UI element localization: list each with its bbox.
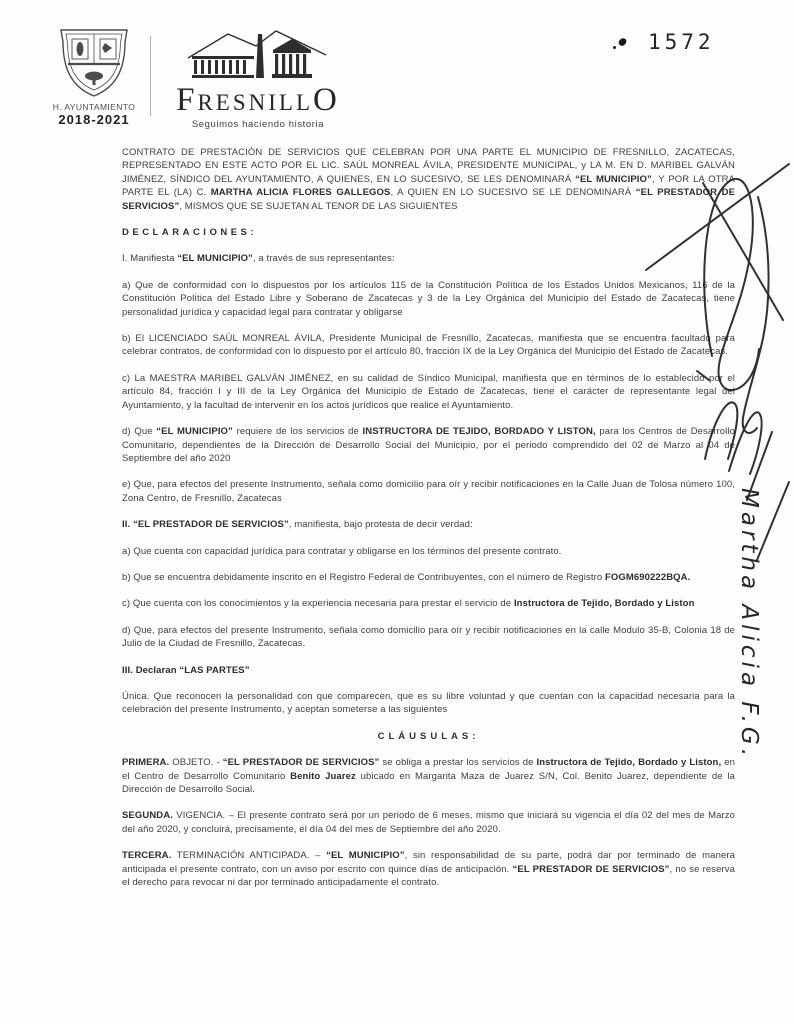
section-ii-item-d: d) Que, para efectos del presente Instrumento, señala como domicilio para oír y recibir notificaciones en la calle Modulo 35-B, Colonia 18 de Julio de la Ciudad de Fresnillo, Zacatecas. — [122, 624, 735, 650]
section-i-item-a: a) Que de conformidad con lo dispuestos por los artículos 115 de la Constitución Política de los Estados Unidos Mexicanos, 116 de la Constitución Política del Estado Libre y Soberano de Zacatecas y 3 de la Ley Orgánica del Municipio del Estado de Zacatecas, tiene personalidad jurídica y capacidad legal para contratar y obligarse — [122, 279, 735, 318]
clause-tercera: TERCERA. TERMINACIÓN ANTICIPADA. – “EL MUNICIPIO”, sin responsabilidad de su parte, podrá dar por terminado de manera anticipada el presente contrato, con un aviso por escrito con quince días de anticipación. “EL PRESTADOR DE SERVICIOS”, no se reserva el derecho para revocar ni dar por terminado anticipadamente el contrato. — [122, 850, 735, 889]
contract-body — [122, 146, 735, 902]
logo-tagline: Seguimos haciendo historia — [191, 119, 325, 130]
section-iii-item-unica: Única. Que reconocen la personalidad con que comparecen, que es su libre voluntad y que cuentan con la capacidad necesaria para la celebración del presente Instrumento, y aceptan someterse a las siguientes — [122, 690, 735, 716]
clauses-heading: CLÁUSULAS: — [377, 730, 480, 742]
section-ii-item-a: a) Que cuenta con capacidad jurídica para contratar y obligarse en los términos del presente contrato. — [122, 545, 562, 557]
header-divider — [150, 36, 151, 116]
section-ii-item-b: b) Que se encuentra debidamente inscrito en el Registro Federal de Contribuyentes, con el número de Registro FOGM690222BQA. — [122, 571, 691, 583]
ink-dot — [613, 46, 616, 49]
section-ii-item-c: c) Que cuenta con los conocimientos y la experiencia necesaria para prestar el servicio de Instructora de Tejido, Bordado y Liston — [122, 598, 695, 610]
logo-wordmark-final: O — [313, 82, 340, 118]
section-i-item-b: b) El LICENCIADO SAÚL MONREAL ÁVILA, Presidente Municipal de Fresnillo, Zacatecas, manifiesta que se encuentra facultado para celebrar contratos, de conformidad con lo dispuesto por el artículo 80, fracción IX de la Ley Orgánica del Municipio del Estado de Zacatecas. — [122, 333, 735, 358]
coat-of-arms-institution: H. AYUNTAMIENTO — [52, 102, 136, 112]
section-ii-lead: II. “EL PRESTADOR DE SERVICIOS”, manifiesta, bajo protesta de decir verdad: — [122, 519, 473, 531]
clause-primera: PRIMERA. OBJETO. - “EL PRESTADOR DE SERVICIOS” se obliga a prestar los servicios de Instructora de Tejido, Bordado y Liston, en el Centro de Desarrollo Comunitario Benito Juarez ubicado en Margarita Maza de Juarez S/N, Col. Benito Juarez, dependiente de la Dirección de Desarrollo Social. — [122, 757, 736, 795]
logo-wordmark — [168, 82, 348, 121]
intro-paragraph: CONTRATO DE PRESTACIÓN DE SERVICIOS QUE CELEBRAN POR UNA PARTE EL MUNICIPIO DE FRESNILLO, ZACATECAS, REPRESENTADO EN ESTE ACTO POR EL LIC. SAÚL MONREAL ÁVILA, PRESIDENTE MUNICIPAL, y LA M. EN D. MARIBEL GALVÁN JIMÉNEZ, SÍNDICO DEL AYUNTAMIENTO, A QUIENES, EN LO SUCESIVO, SE LES DENOMINARÁ “EL MUNICIPIO”, Y POR LA OTRA PARTE EL (LA) C. MARTHA ALICIA FLORES GALLEGOS, A QUIEN EN LO SUCESIVO SE LE DENOMINARÁ “EL PRESTADOR DE SERVICIOS”, MISMOS QUE SE SUJETAN AL TENOR DE LAS SIGUIENTES — [122, 147, 736, 212]
coat-of-arms-icon — [44, 26, 144, 100]
section-i-item-c: c) La MAESTRA MARIBEL GALVÁN JIMÉNEZ, en su calidad de Síndico Municipal, manifiesta que en términos de lo establecido por el artículo 84, fracción I y III de la Ley Orgánica del Municipio de Estado de Zacatecas, tiene el carácter de representante legal del Ayuntamiento, y la facultad de intervenir en los actos jurídicos que realice el Ayuntamiento. — [122, 372, 735, 411]
logo-wordmark-middle: RESNILL — [197, 90, 314, 115]
margin-handwritten-name: Martha Alicia F.G. — [736, 488, 762, 761]
section-i-lead: I. Manifiesta “EL MUNICIPIO”, a través de sus representantes: — [122, 253, 395, 265]
section-iii-lead: III. Declaran “LAS PARTES” — [122, 664, 250, 676]
coat-of-arms — [44, 26, 144, 127]
declarations-heading: DECLARACIONES: — [122, 227, 258, 239]
section-i-item-e: e) Que, para efectos del presente Instrumento, señala como domicilio para oír y recibir notificaciones en la Calle Juan de Tolosa número 100, Zona Centro, de Fresnillo, Zacatecas — [122, 479, 735, 504]
folio-number: 1572 — [648, 30, 715, 54]
coat-of-arms-period: 2018-2021 — [58, 112, 130, 127]
logo-wordmark-initial: F — [176, 82, 198, 118]
ink-blot — [618, 37, 628, 47]
fresnillo-logo — [168, 28, 348, 130]
clause-segunda: SEGUNDA. VIGENCIA. – El presente contrato será por un periodo de 6 meses, mismo que iniciará su vigencia el día 02 del mes de Marzo del año 2020, y concluirá, precisamente, el día 04 del mes de Septiembre del año 2020. — [122, 810, 735, 835]
section-i-item-d: d) Que “EL MUNICIPIO” requiere de los servicios de INSTRUCTORA DE TEJIDO, BORDADO Y LISTON, para los Centros de Desarrollo Comunitario, dependientes de la Dirección de Desarrollo Social del Municipio, por el periodo comprendido del 02 de Marzo al 04 de Septiembre del año 2020 — [122, 426, 735, 464]
